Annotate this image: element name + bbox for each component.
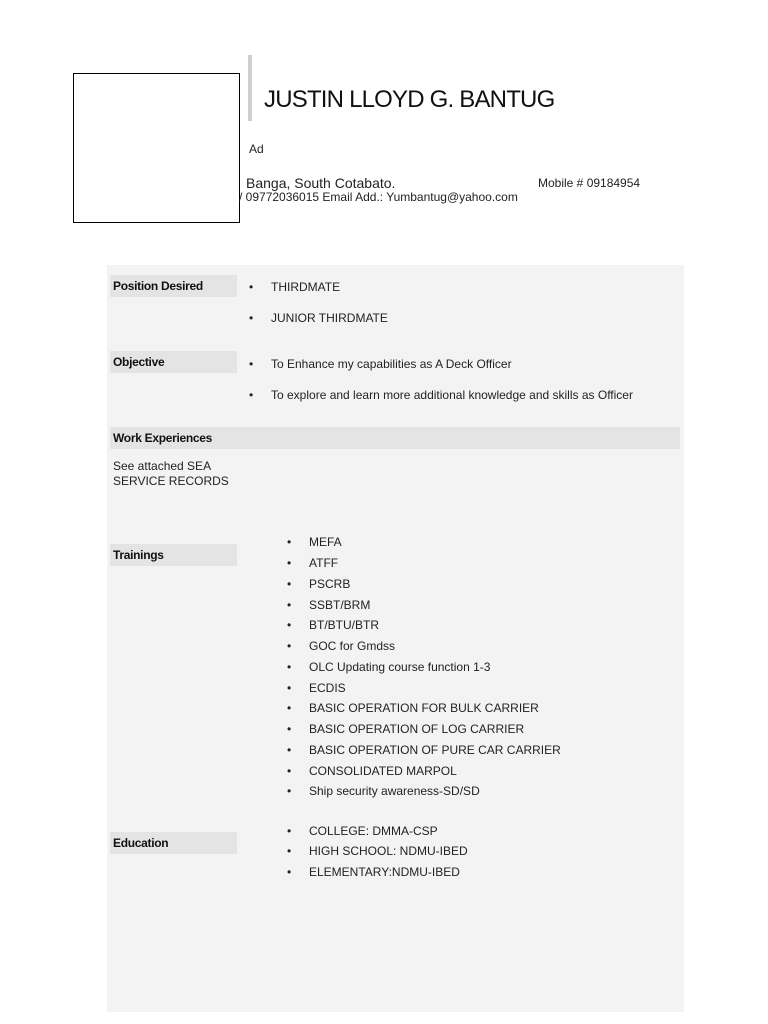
list-item: • PSCRB [309,577,350,591]
list-item: • ECDIS [309,681,346,695]
section-label-objective: Objective [110,351,237,373]
section-label-position-desired: Position Desired [110,275,237,297]
resume-body-panel [107,265,684,1012]
list-item: • HIGH SCHOOL: NDMU-IBED [309,844,468,858]
list-item: • Ship security awareness-SD/SD [309,784,480,798]
list-item: • BASIC OPERATION OF LOG CARRIER [309,722,524,736]
list-item: • CONSOLIDATED MARPOL [309,764,457,778]
list-item: • To Enhance my capabilities as A Deck Officer [271,357,512,371]
list-item: • BT/BTU/BTR [309,618,379,632]
work-experience-note: See attached SEA SERVICE RECORDS [113,459,229,488]
photo-placeholder [73,73,240,223]
list-item: • OLC Updating course function 1-3 [309,660,490,674]
name-accent-bar [248,55,252,121]
list-item: • COLLEGE: DMMA-CSP [309,824,438,838]
applicant-name: JUSTIN LLOYD G. BANTUG [264,86,555,113]
section-label-trainings: Trainings [110,544,237,566]
list-item: • ELEMENTARY:NDMU-IBED [309,865,460,879]
mobile-number: Mobile # 09184954 [538,176,641,190]
address-label: Ad [249,142,264,156]
list-item: • MEFA [309,535,342,549]
contact-line: / 09772036015 Email Add.: Yumbantug@yahoo.com [239,190,518,204]
address-text: Banga, South Cotabato. [246,175,396,191]
list-item: • BASIC OPERATION FOR BULK CARRIER [309,701,539,715]
list-item: • ATFF [309,556,338,570]
list-item: • GOC for Gmdss [309,639,395,653]
list-item: • SSBT/BRM [309,598,370,612]
section-label-education: Education [110,832,237,854]
section-label-work-experiences: Work Experiences [110,427,680,449]
list-item: • BASIC OPERATION OF PURE CAR CARRIER [309,743,561,757]
list-item: • JUNIOR THIRDMATE [271,311,388,325]
list-item: • To explore and learn more additional knowledge and skills as Officer [271,388,633,402]
list-item: • THIRDMATE [271,280,340,294]
